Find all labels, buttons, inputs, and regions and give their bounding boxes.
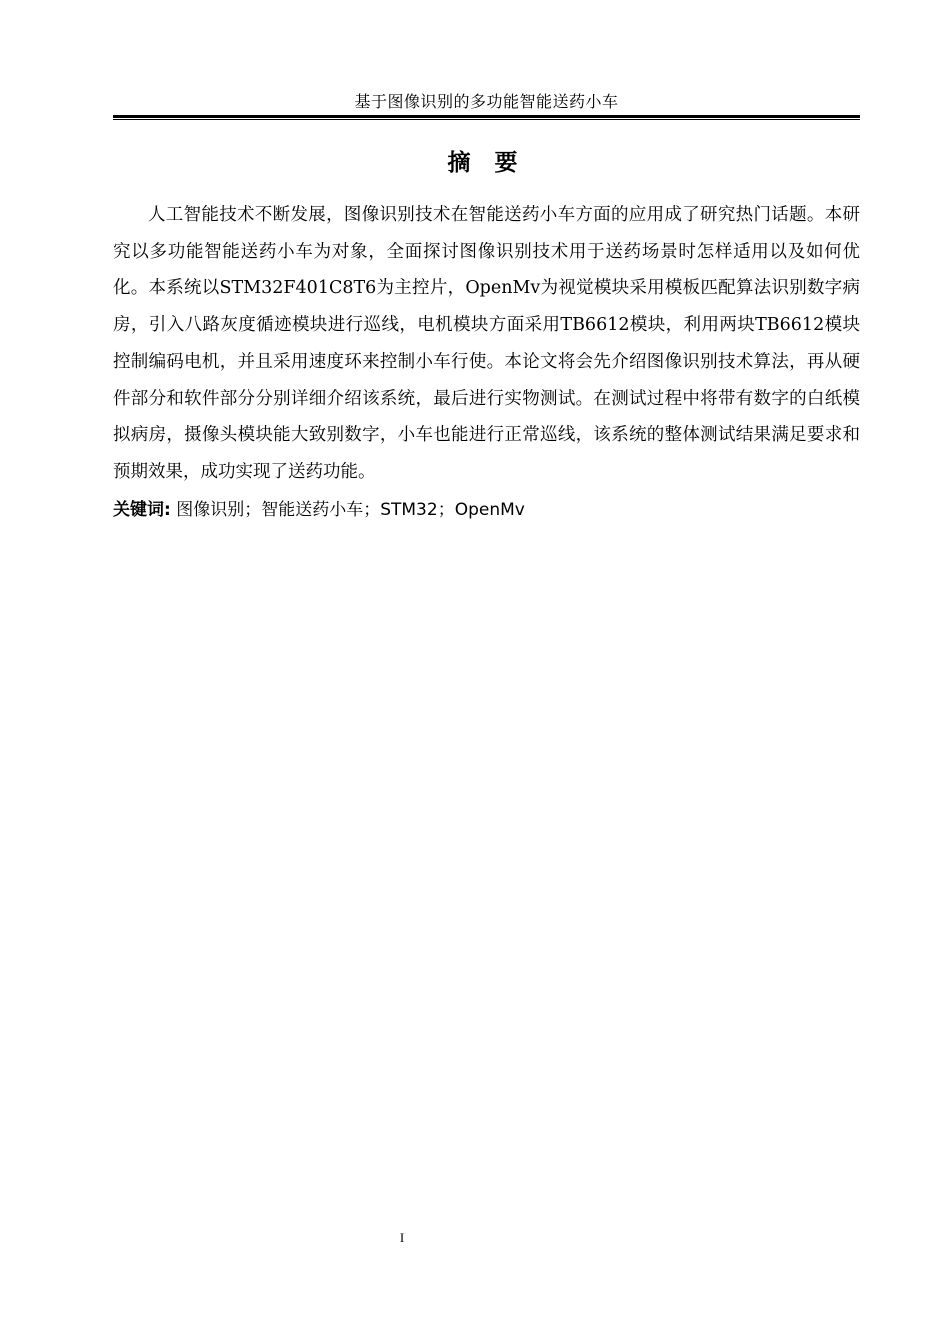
keywords-label: 关键词: <box>113 500 171 520</box>
keywords-list: 图像识别；智能送药小车；STM32；OpenMv <box>176 500 525 520</box>
abstract-title: 摘 要 <box>447 150 526 176</box>
header-rule-thick <box>113 115 860 118</box>
keywords-line <box>113 494 860 526</box>
page-number: I <box>399 1230 405 1245</box>
abstract-paragraph: 人工智能技术不断发展，图像识别技术在智能送药小车方面的应用成了研究热门话题。本研究以多功能智能送药小车为对象，全面探讨图像识别技术用于送药场景时怎样适用以及如何优化。本系统以STM32F401C8T6为主控片，OpenMv为视觉模块采用模板匹配算法识别数字病房，引入八路灰度循迹模块进行巡线，电机模块方面采用TB6612模块，利用两块TB6612模块控制编码电机，并且采用速度环来控制小车行使。本论文将会先介绍图像识别技术算法，再从硬件部分和软件部分分别详细介绍该系统，最后进行实物测试。在测试过程中将带有数字的白纸模拟病房，摄像头模块能大致别数字，小车也能进行正常巡线，该系统的整体测试结果满足要求和预期效果，成功实现了送药功能。 <box>113 205 860 482</box>
running-header: 基于图像识别的多功能智能送药小车 <box>354 92 619 111</box>
header-rule-thin <box>113 119 860 120</box>
